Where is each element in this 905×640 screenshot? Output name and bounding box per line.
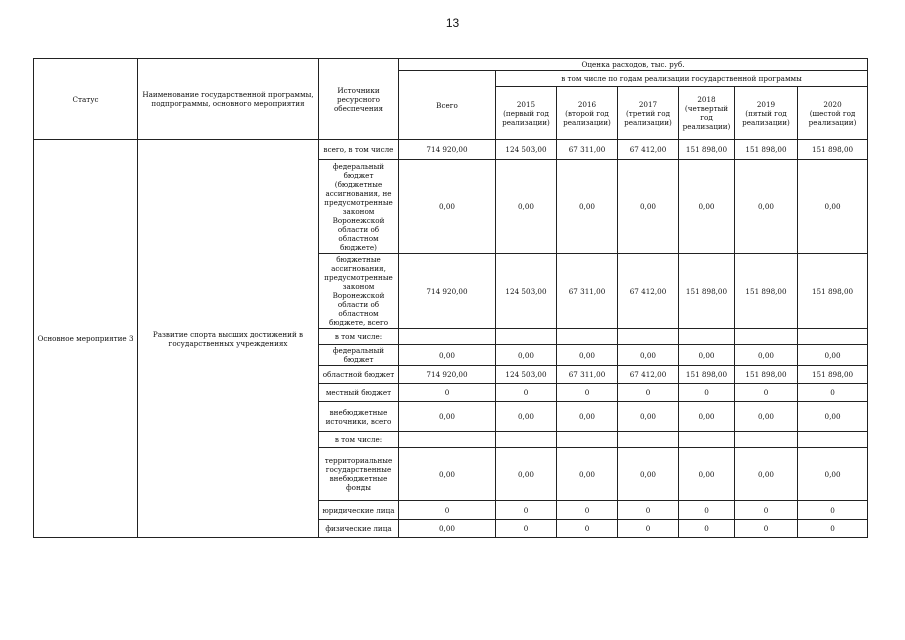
- value-cell: 0: [798, 384, 868, 402]
- header-name: Наименование государственной программы, подпрограммы, основного мероприятия: [138, 59, 319, 140]
- value-cell: 0,00: [735, 448, 798, 501]
- year-note: (четвертый год реализации): [682, 104, 731, 131]
- value-cell: 67 412,00: [618, 140, 679, 160]
- value-cell: 151 898,00: [798, 254, 868, 329]
- value-cell: 0: [618, 501, 679, 520]
- source-cell: федеральный бюджет: [319, 345, 399, 366]
- value-cell: 124 503,00: [496, 254, 557, 329]
- value-cell: [735, 432, 798, 448]
- value-cell: 0: [496, 501, 557, 520]
- year-label: 2019: [756, 99, 776, 109]
- year-note: (шестой год реализации): [808, 108, 857, 127]
- header-year-2018: [679, 87, 735, 140]
- header-total: Всего: [399, 71, 496, 140]
- value-cell: 151 898,00: [798, 140, 868, 160]
- value-cell: 0: [557, 520, 618, 538]
- value-cell: [557, 329, 618, 345]
- budget-table: [33, 58, 868, 538]
- value-cell: 0: [618, 520, 679, 538]
- source-cell: всего, в том числе: [319, 140, 399, 160]
- value-cell: 67 311,00: [557, 140, 618, 160]
- value-cell: 67 412,00: [618, 254, 679, 329]
- value-cell: 151 898,00: [735, 140, 798, 160]
- source-cell: местный бюджет: [319, 384, 399, 402]
- source-cell: в том числе:: [319, 432, 399, 448]
- value-cell: 0: [798, 520, 868, 538]
- header-year-2019: [735, 87, 798, 140]
- value-cell: 0: [557, 384, 618, 402]
- source-cell: бюджетные ассигнования, предусмотренные законом Воронежской области об областном бюджете, всего: [319, 254, 399, 329]
- value-cell: 0,00: [679, 448, 735, 501]
- value-cell: 151 898,00: [735, 366, 798, 384]
- source-cell: территориальные государственные внебюджетные фонды: [319, 448, 399, 501]
- value-cell: [496, 432, 557, 448]
- year-label: 2015: [516, 99, 536, 109]
- value-cell: [618, 329, 679, 345]
- value-cell: 0,00: [557, 448, 618, 501]
- value-cell: 0,00: [399, 160, 496, 254]
- header-estimate: Оценка расходов, тыс. руб.: [399, 59, 868, 71]
- value-cell: 0,00: [618, 345, 679, 366]
- value-cell: [798, 432, 868, 448]
- value-cell: 0: [735, 384, 798, 402]
- value-cell: 0: [496, 520, 557, 538]
- row-name: Развитие спорта высших достижений в государственных учреждениях: [138, 140, 319, 538]
- value-cell: [735, 329, 798, 345]
- value-cell: 0: [618, 384, 679, 402]
- value-cell: 151 898,00: [798, 366, 868, 384]
- source-cell: внебюджетные источники, всего: [319, 402, 399, 432]
- value-cell: 124 503,00: [496, 140, 557, 160]
- value-cell: 0: [557, 501, 618, 520]
- value-cell: [798, 329, 868, 345]
- value-cell: [618, 432, 679, 448]
- value-cell: 0,00: [399, 345, 496, 366]
- value-cell: 0,00: [798, 345, 868, 366]
- value-cell: 0,00: [618, 448, 679, 501]
- header-by-years: в том числе по годам реализации государственной программы: [496, 71, 868, 87]
- year-note: (первый год реализации): [502, 108, 550, 127]
- value-cell: 0,00: [679, 160, 735, 254]
- header-year-2020: [798, 87, 868, 140]
- value-cell: [679, 329, 735, 345]
- value-cell: 151 898,00: [679, 366, 735, 384]
- source-cell: физические лица: [319, 520, 399, 538]
- value-cell: 0,00: [557, 402, 618, 432]
- value-cell: 714 920,00: [399, 366, 496, 384]
- year-note: (пятый год реализации): [742, 108, 790, 127]
- year-note: (второй год реализации): [563, 108, 611, 127]
- header-status: Статус: [34, 59, 138, 140]
- value-cell: [496, 329, 557, 345]
- value-cell: [679, 432, 735, 448]
- year-label: 2017: [638, 99, 658, 109]
- source-cell: юридические лица: [319, 501, 399, 520]
- value-cell: 0,00: [735, 402, 798, 432]
- source-cell: в том числе:: [319, 329, 399, 345]
- value-cell: 0,00: [735, 160, 798, 254]
- value-cell: 151 898,00: [735, 254, 798, 329]
- value-cell: 0,00: [399, 520, 496, 538]
- value-cell: 0,00: [618, 160, 679, 254]
- source-cell: областной бюджет: [319, 366, 399, 384]
- year-label: 2016: [577, 99, 597, 109]
- value-cell: 0: [679, 501, 735, 520]
- year-note: (третий год реализации): [624, 108, 672, 127]
- value-cell: 0: [399, 501, 496, 520]
- value-cell: 0,00: [496, 402, 557, 432]
- value-cell: 0,00: [557, 160, 618, 254]
- header-year-2016: [557, 87, 618, 140]
- year-label: 2020: [823, 99, 842, 109]
- value-cell: [557, 432, 618, 448]
- page-number: 13: [445, 16, 460, 30]
- value-cell: 124 503,00: [496, 366, 557, 384]
- value-cell: 151 898,00: [679, 254, 735, 329]
- value-cell: 0,00: [679, 345, 735, 366]
- value-cell: 0,00: [496, 448, 557, 501]
- value-cell: 714 920,00: [399, 254, 496, 329]
- source-cell: федеральный бюджет (бюджетные ассигнования, не предусмотренные законом Воронежской области об областном бюджете): [319, 160, 399, 254]
- value-cell: 0: [679, 384, 735, 402]
- value-cell: 0,00: [496, 160, 557, 254]
- value-cell: 0,00: [399, 402, 496, 432]
- header-year-2017: [618, 87, 679, 140]
- header-sources: Источники ресурсного обеспечения: [319, 59, 399, 140]
- value-cell: 0: [735, 520, 798, 538]
- value-cell: 0,00: [798, 160, 868, 254]
- table-row: [34, 140, 868, 160]
- value-cell: [399, 432, 496, 448]
- value-cell: 714 920,00: [399, 140, 496, 160]
- value-cell: 67 412,00: [618, 366, 679, 384]
- value-cell: 0,00: [735, 345, 798, 366]
- value-cell: 67 311,00: [557, 366, 618, 384]
- header-year-2015: [496, 87, 557, 140]
- year-label: 2018: [697, 95, 716, 104]
- value-cell: 0,00: [496, 345, 557, 366]
- value-cell: 67 311,00: [557, 254, 618, 329]
- value-cell: 0,00: [798, 402, 868, 432]
- value-cell: 0: [399, 384, 496, 402]
- value-cell: 0,00: [798, 448, 868, 501]
- value-cell: 0,00: [618, 402, 679, 432]
- value-cell: 0,00: [557, 345, 618, 366]
- value-cell: 0: [496, 384, 557, 402]
- row-status: Основное мероприятие 3: [34, 140, 138, 538]
- value-cell: 0,00: [679, 402, 735, 432]
- value-cell: 0: [735, 501, 798, 520]
- value-cell: [399, 329, 496, 345]
- value-cell: 0: [679, 520, 735, 538]
- value-cell: 151 898,00: [679, 140, 735, 160]
- value-cell: 0: [798, 501, 868, 520]
- value-cell: 0,00: [399, 448, 496, 501]
